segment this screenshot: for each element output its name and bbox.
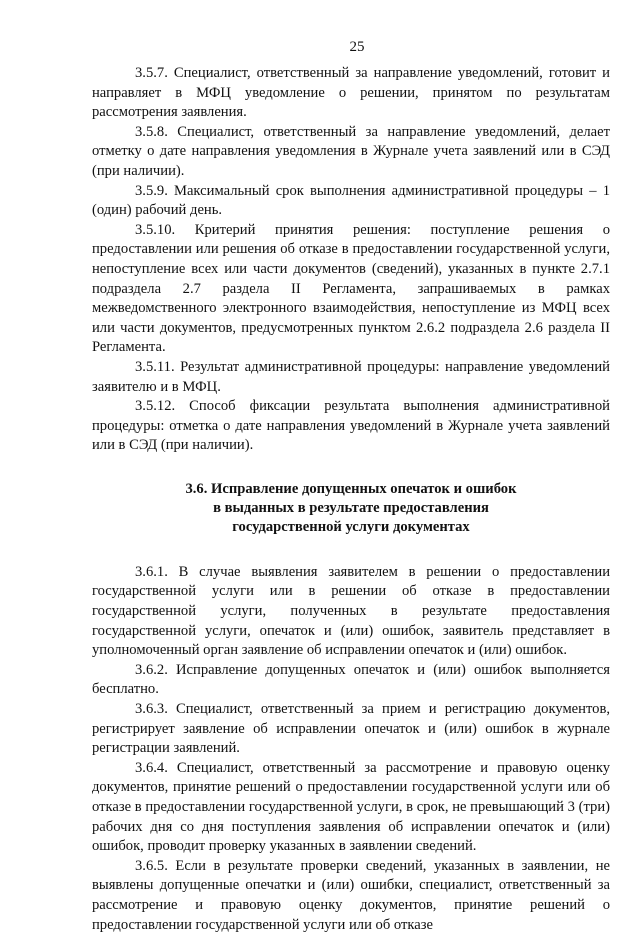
paragraph-3-5-12: 3.5.12. Способ фиксации результата выполнения административной процедуры: отметка о дате направления уведомлений в Журнале учета заявлений или в СЭД (при наличии). (92, 398, 610, 454)
page-number: 25 (349, 39, 365, 55)
paragraph-3-5-7: 3.5.7. Специалист, ответственный за направление уведомлений, готовит и направляет в МФЦ уведомление о решении, принятом по результатам рассмотрения заявления. (92, 65, 610, 121)
paragraph-3-6-3: 3.6.3. Специалист, ответственный за прием и регистрацию документов, регистрирует заявление об исправлении опечаток и (или) ошибок в журнале регистрации заявлений. (92, 701, 610, 757)
paragraph-3-5-11: 3.5.11. Результат административной процедуры: направление уведомлений заявителю и в МФЦ. (92, 358, 610, 395)
paragraph-3-5-10: 3.5.10. Критерий принятия решения: поступление решения о предоставлении или решения об отказе в предоставлении государственной услуги, непоступление всех или части документов (сведений), указанных в пункте 2.7.1 подраздела 2.7 раздела II Регламента, запрашиваемых в рамках межведомственного электронного взаимодействия, непоступление из МФЦ всех или части документов, предусмотренных пунктом 2.6.2 подраздела 2.6 раздела II Регламента. (92, 221, 610, 356)
section-heading-3-6 (92, 480, 610, 537)
section-heading-line-1: 3.6. Исправление допущенных опечаток и ошибок (185, 480, 517, 497)
paragraph-3-6-2: 3.6.2. Исправление допущенных опечаток и (или) ошибок выполняется бесплатно. (92, 661, 610, 698)
paragraph-3-5-9: 3.5.9. Максимальный срок выполнения административной процедуры – 1 (один) рабочий день. (92, 182, 610, 219)
section-heading-line-2: в выданных в результате предоставления (213, 499, 489, 516)
paragraph-3-6-5: 3.6.5. Если в результате проверки сведений, указанных в заявлении, не выявлены допущенные опечатки и (или) ошибки, специалист, ответственный за рассмотрение и правовую оценку документов, принятие решений о предоставлении государственной услуги или об отказе (92, 857, 610, 933)
section-heading-line-3: государственной услуги документах (232, 518, 470, 535)
paragraph-3-6-1: 3.6.1. В случае выявления заявителем в решении о предоставлении государственной услуги или в решении об отказе в предоставлении государственной услуги, полученных в результате предоставления государственной услуги, опечаток и (или) ошибок, заявитель представляет в уполномоченный орган заявление об исправлении опечаток и (или) ошибок. (92, 563, 610, 659)
paragraph-3-5-8: 3.5.8. Специалист, ответственный за направление уведомлений, делает отметку о дате направления уведомления в Журнале учета заявлений или в СЭД (при наличии). (92, 123, 610, 179)
paragraph-3-6-4: 3.6.4. Специалист, ответственный за рассмотрение и правовую оценку документов, принятие решений о предоставлении государственной услуги или об отказе в предоставлении государственной услуги, в срок, не превышающий 3 (три) рабочих дня со дня поступления заявления об исправлении опечаток и (или) ошибок, проводит проверку указанных в заявлении сведений. (92, 759, 610, 855)
